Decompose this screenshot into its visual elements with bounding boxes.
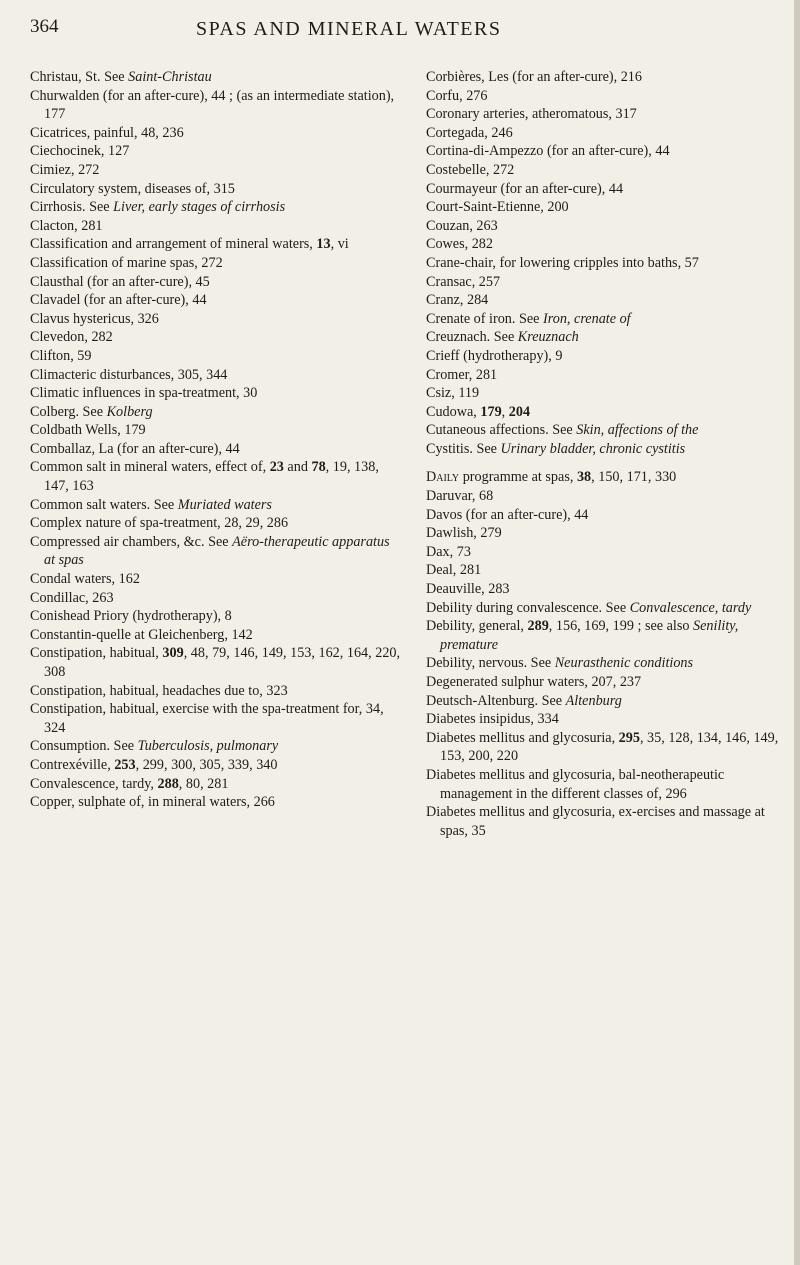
index-entry (30, 570, 402, 589)
index-entry (426, 180, 788, 199)
entry-text: Couzan, 263 (426, 217, 498, 234)
entry-text: Crieff (hydrotherapy), 9 (426, 347, 563, 364)
entry-text: Cranz, 284 (426, 292, 489, 309)
entry-text: Debility, nervous. See (426, 655, 555, 672)
index-entry (30, 217, 402, 236)
entry-text: Neurasthenic conditions (554, 655, 694, 672)
index-entry (30, 235, 402, 254)
page-edge-shadow (794, 0, 800, 1265)
index-entry (426, 617, 788, 654)
index-entry (426, 506, 788, 525)
entry-text: Conishead Priory (hydrotherapy), 8 (30, 608, 232, 625)
index-column-left (30, 68, 402, 812)
index-entry (426, 161, 788, 180)
index-entry (30, 87, 402, 124)
entry-text: Creuznach. See (426, 329, 518, 346)
entry-text: Court-Saint-Etienne, 200 (426, 199, 569, 216)
index-entry (426, 68, 788, 87)
index-entry (30, 737, 402, 756)
entry-text: Dax, 73 (426, 543, 471, 560)
index-entry (426, 347, 788, 366)
entry-text: 253 (114, 756, 136, 773)
index-entry (30, 124, 402, 143)
index-entry (426, 421, 788, 440)
entry-text: Cutaneous affections. See (426, 422, 577, 439)
entry-text: Copper, sulphate of, in mineral waters, 266 (30, 794, 275, 811)
entry-text: Condillac, 263 (30, 589, 114, 606)
entry-text: Ciechocinek, 127 (30, 143, 130, 160)
index-entry (426, 403, 788, 422)
entry-text: Clacton, 281 (30, 217, 103, 234)
entry-text: Cowes, 282 (426, 236, 493, 253)
index-entry (426, 142, 788, 161)
entry-text: Coldbath Wells, 179 (30, 422, 146, 439)
index-entry (426, 384, 788, 403)
index-column-right (426, 68, 788, 840)
index-entry (426, 235, 788, 254)
index-entry (30, 458, 402, 495)
entry-text: Christau, St. See (30, 69, 129, 85)
entry-text: Circulatory system, diseases of, 315 (30, 180, 235, 197)
entry-text: 288 (157, 775, 179, 792)
entry-text: , (501, 403, 509, 420)
index-entry (426, 524, 788, 543)
entry-text: Saint-Christau (128, 69, 212, 85)
index-entry (30, 533, 402, 570)
entry-text: Senility, premature (440, 618, 739, 653)
index-entry (30, 366, 402, 385)
index-entry (426, 366, 788, 385)
index-entry (30, 793, 402, 812)
index-entry (426, 580, 788, 599)
entry-text: programme at spas, (459, 469, 577, 486)
index-entry (30, 682, 402, 701)
entry-text: Cortina-di-Ampezzo (for an after-cure), 44 (426, 143, 670, 160)
entry-text: , 35, 128, 134, 146, 149, 153, 200, 220 (440, 729, 779, 765)
entry-text: 13 (316, 236, 331, 253)
entry-text: Costebelle, 272 (426, 161, 515, 178)
entry-text: Debility during convalescence. See (426, 599, 630, 616)
entry-text: , 156, 169, 199 ; see also (548, 618, 694, 635)
entry-text: Classification and arrangement of mineral waters, (30, 236, 317, 253)
index-entry (426, 124, 788, 143)
entry-text: Convalescence, tardy (629, 599, 752, 616)
entry-text: Kreuznach (517, 329, 579, 346)
entry-text: and (283, 459, 312, 476)
entry-text: , 80, 281 (178, 775, 229, 792)
index-entry (426, 766, 788, 803)
index-entry (426, 310, 788, 329)
entry-text: Diabetes mellitus and glycosuria, (426, 729, 619, 746)
index-entry (426, 710, 788, 729)
entry-text: Clevedon, 282 (30, 329, 113, 346)
entry-text: 179 (480, 403, 502, 420)
index-entry (426, 543, 788, 562)
entry-text: 78 (311, 459, 326, 476)
entry-text: Climatic influences in spa-treatment, 30 (30, 385, 258, 402)
index-entry (30, 775, 402, 794)
running-head: SPAS AND MINERAL WATERS (196, 18, 502, 40)
entry-text: , 48, 79, 146, 149, 153, 162, 164, 220, 308 (44, 645, 401, 680)
entry-text: Clavus hystericus, 326 (30, 310, 159, 327)
entry-text: , 19, 138, 147, 163 (44, 459, 379, 495)
entry-text: Compressed air chambers, &c. See (30, 533, 233, 550)
index-entry (426, 87, 788, 106)
index-entry (30, 161, 402, 180)
index-entry (30, 514, 402, 533)
index-entry (426, 254, 788, 273)
entry-text: Complex nature of spa-treatment, 28, 29, 286 (30, 515, 289, 532)
index-entry (30, 626, 402, 645)
entry-text: Climacteric disturbances, 305, 344 (30, 366, 228, 383)
index-entry (30, 607, 402, 626)
entry-text: Aëro-therapeutic apparatus at spas (44, 533, 390, 569)
index-entry (30, 180, 402, 199)
entry-text: , vi (330, 236, 349, 253)
entry-text: Daruvar, 68 (426, 488, 494, 505)
entry-text: Daily (426, 469, 460, 486)
entry-text: Churwalden (for an after-cure), 44 ; (as an intermediate station), 177 (30, 87, 395, 123)
index-entry (426, 599, 788, 618)
entry-text: Cudowa, (426, 403, 481, 420)
entry-text: Cransac, 257 (426, 273, 501, 290)
entry-text: Diabetes mellitus and glycosuria, bal-neotherapeutic management in the different classes of, 296 (426, 766, 725, 802)
entry-text: Kolberg (106, 403, 153, 420)
entry-text: Tuberculosis, pulmonary (137, 738, 279, 755)
index-entry (426, 803, 788, 840)
index-entry (426, 673, 788, 692)
entry-text: Cromer, 281 (426, 366, 498, 383)
entry-text: 295 (618, 729, 640, 746)
entry-text: Convalescence, tardy, (30, 775, 158, 792)
entry-text: Constipation, habitual, (30, 645, 163, 662)
entry-text: Csiz, 119 (426, 385, 480, 402)
index-entry (426, 328, 788, 347)
entry-text: Constipation, habitual, exercise with the spa-treatment for, 34, 324 (30, 701, 384, 736)
entry-text: Deal, 281 (426, 562, 482, 579)
entry-text: Clausthal (for an after-cure), 45 (30, 273, 210, 290)
index-entry (30, 142, 402, 161)
entry-text: Diabetes mellitus and glycosuria, ex-ercises and massage at spas, 35 (426, 804, 765, 839)
index-entry (426, 561, 788, 580)
entry-text: , 299, 300, 305, 339, 340 (135, 756, 278, 773)
entry-text: Comballaz, La (for an after-cure), 44 (30, 440, 240, 457)
entry-text: Clavadel (for an after-cure), 44 (30, 292, 207, 309)
entry-text: Clifton, 59 (30, 347, 92, 364)
entry-text: Crenate of iron. See (426, 310, 544, 327)
index-entry (426, 198, 788, 217)
entry-text: Dawlish, 279 (426, 525, 502, 542)
entry-text: , 150, 171, 330 (591, 469, 677, 486)
entry-text: Corfu, 276 (426, 87, 488, 104)
entry-text: 309 (162, 645, 184, 662)
index-entry (426, 440, 788, 459)
index-entry (30, 496, 402, 515)
index-entry (426, 487, 788, 506)
entry-text: Crane-chair, for lowering cripples into baths, 57 (426, 254, 699, 271)
entry-text: Deutsch-Altenburg. See (426, 692, 566, 709)
index-entry (30, 384, 402, 403)
entry-text: Corbières, Les (for an after-cure), 216 (426, 69, 642, 85)
index-entry (30, 310, 402, 329)
entry-text: Skin, affections of the (576, 422, 699, 439)
entry-text: Common salt in mineral waters, effect of, (30, 459, 270, 476)
entry-text: Consumption. See (30, 738, 138, 755)
entry-text: Condal waters, 162 (30, 571, 140, 588)
entry-text: 204 (508, 403, 531, 420)
entry-text: Coronary arteries, atheromatous, 317 (426, 106, 637, 123)
page-number: 364 (30, 16, 59, 37)
index-entry (426, 291, 788, 310)
index-entry (426, 273, 788, 292)
entry-text: Urinary bladder, chronic cystitis (500, 440, 686, 457)
index-entry (30, 198, 402, 217)
entry-text: Constipation, habitual, headaches due to, 323 (30, 682, 288, 699)
index-entry (30, 347, 402, 366)
index-entry (30, 589, 402, 608)
entry-text: Degenerated sulphur waters, 207, 237 (426, 674, 642, 690)
entry-text: Constantin-quelle at Gleichenberg, 142 (30, 626, 253, 643)
entry-text: Cirrhosis. See (30, 199, 114, 216)
entry-text: Colberg. See (30, 403, 107, 420)
index-entry (426, 217, 788, 236)
entry-text: Altenburg (565, 692, 622, 709)
entry-text: 23 (269, 459, 284, 476)
index-entry (30, 756, 402, 775)
index-entry (426, 692, 788, 711)
index-entry (30, 328, 402, 347)
entry-text: Diabetes insipidus, 334 (426, 711, 559, 728)
entry-text: Liver, early stages of cirrhosis (113, 199, 286, 216)
entry-text: Contrexéville, (30, 756, 115, 773)
entry-text: 38 (576, 469, 592, 486)
entry-text: Courmayeur (for an after-cure), 44 (426, 180, 624, 197)
entry-text: Muriated waters (177, 496, 272, 513)
index-entry (30, 700, 402, 737)
index-entry (30, 644, 402, 681)
entry-text: Deauville, 283 (426, 581, 510, 598)
index-entry (426, 729, 788, 766)
entry-text: Debility, general, (426, 618, 528, 635)
entry-text: Cicatrices, painful, 48, 236 (30, 124, 184, 141)
index-entry (30, 291, 402, 310)
entry-text: Cystitis. See (426, 440, 501, 457)
index-entry (30, 440, 402, 459)
index-entry (30, 273, 402, 292)
entry-text: 289 (527, 618, 549, 635)
entry-text: Classification of marine spas, 272 (30, 254, 223, 271)
entry-text: Cimiez, 272 (30, 161, 100, 178)
entry-text: Common salt waters. See (30, 496, 178, 513)
index-entry (30, 403, 402, 422)
entry-text: Cortegada, 246 (426, 124, 513, 141)
index-entry (30, 421, 402, 440)
index-entry (30, 68, 402, 87)
index-entry (30, 254, 402, 273)
index-entry (426, 105, 788, 124)
entry-text: Iron, crenate of (543, 310, 631, 327)
index-entry (426, 468, 788, 487)
index-entry (426, 654, 788, 673)
entry-text: Davos (for an after-cure), 44 (426, 506, 589, 523)
